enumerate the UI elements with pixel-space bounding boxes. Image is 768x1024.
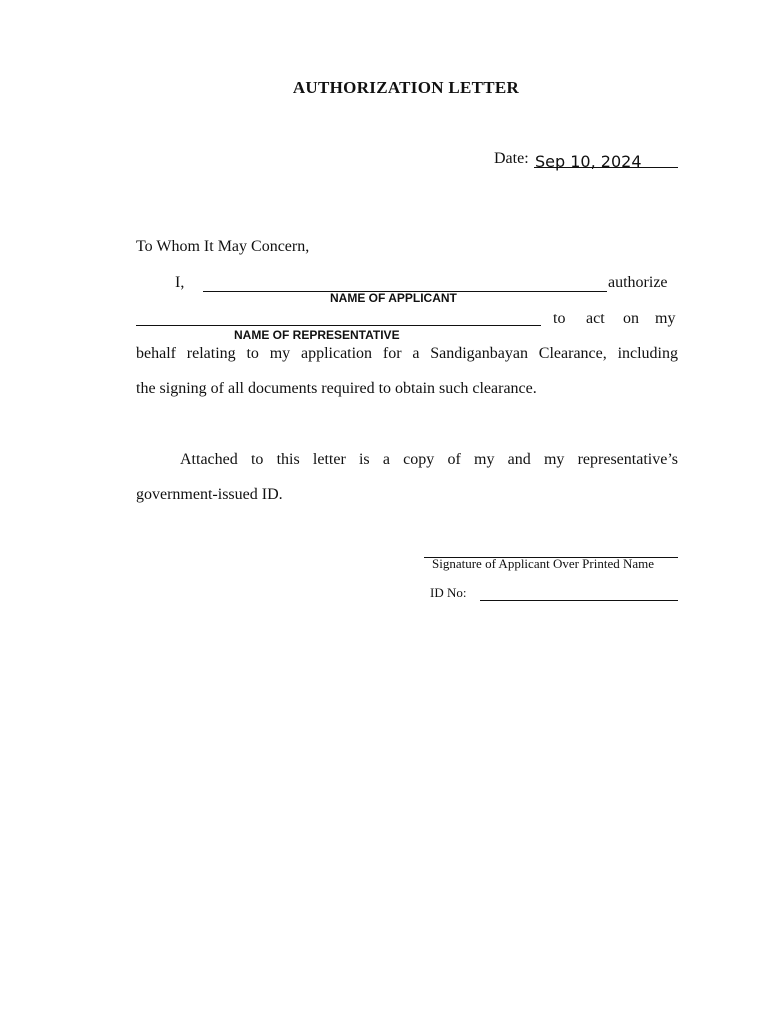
salutation: To Whom It May Concern,: [136, 238, 310, 255]
para1-line-behalf: behalf relating to my application for a Sandiganbayan Clearance, including: [136, 345, 678, 362]
letter-title: AUTHORIZATION LETTER: [292, 78, 520, 97]
representative-name-blank: [136, 325, 541, 326]
authorize-word: authorize: [608, 274, 668, 291]
date-value: Sep 10, 2024: [535, 152, 642, 171]
para1-line-signing: the signing of all documents required to obtain such clearance.: [136, 380, 537, 397]
word-my: my: [655, 310, 676, 327]
signature-caption: Signature of Applicant Over Printed Name: [432, 556, 655, 571]
word-on: on: [623, 310, 639, 327]
representative-name-caption: NAME OF REPRESENTATIVE: [234, 328, 400, 342]
para2-line-government-id: government-issued ID.: [136, 486, 283, 503]
id-number-blank: [480, 600, 678, 601]
pronoun-i: I,: [175, 274, 185, 291]
date-label: Date:: [494, 150, 529, 167]
applicant-name-caption: NAME OF APPLICANT: [330, 291, 457, 305]
word-to: to: [553, 310, 566, 327]
id-number-label: ID No:: [430, 585, 467, 600]
word-act: act: [586, 310, 605, 327]
para2-line-attached: Attached to this letter is a copy of my and my representative’s: [180, 451, 678, 468]
date-underline: [534, 167, 678, 168]
